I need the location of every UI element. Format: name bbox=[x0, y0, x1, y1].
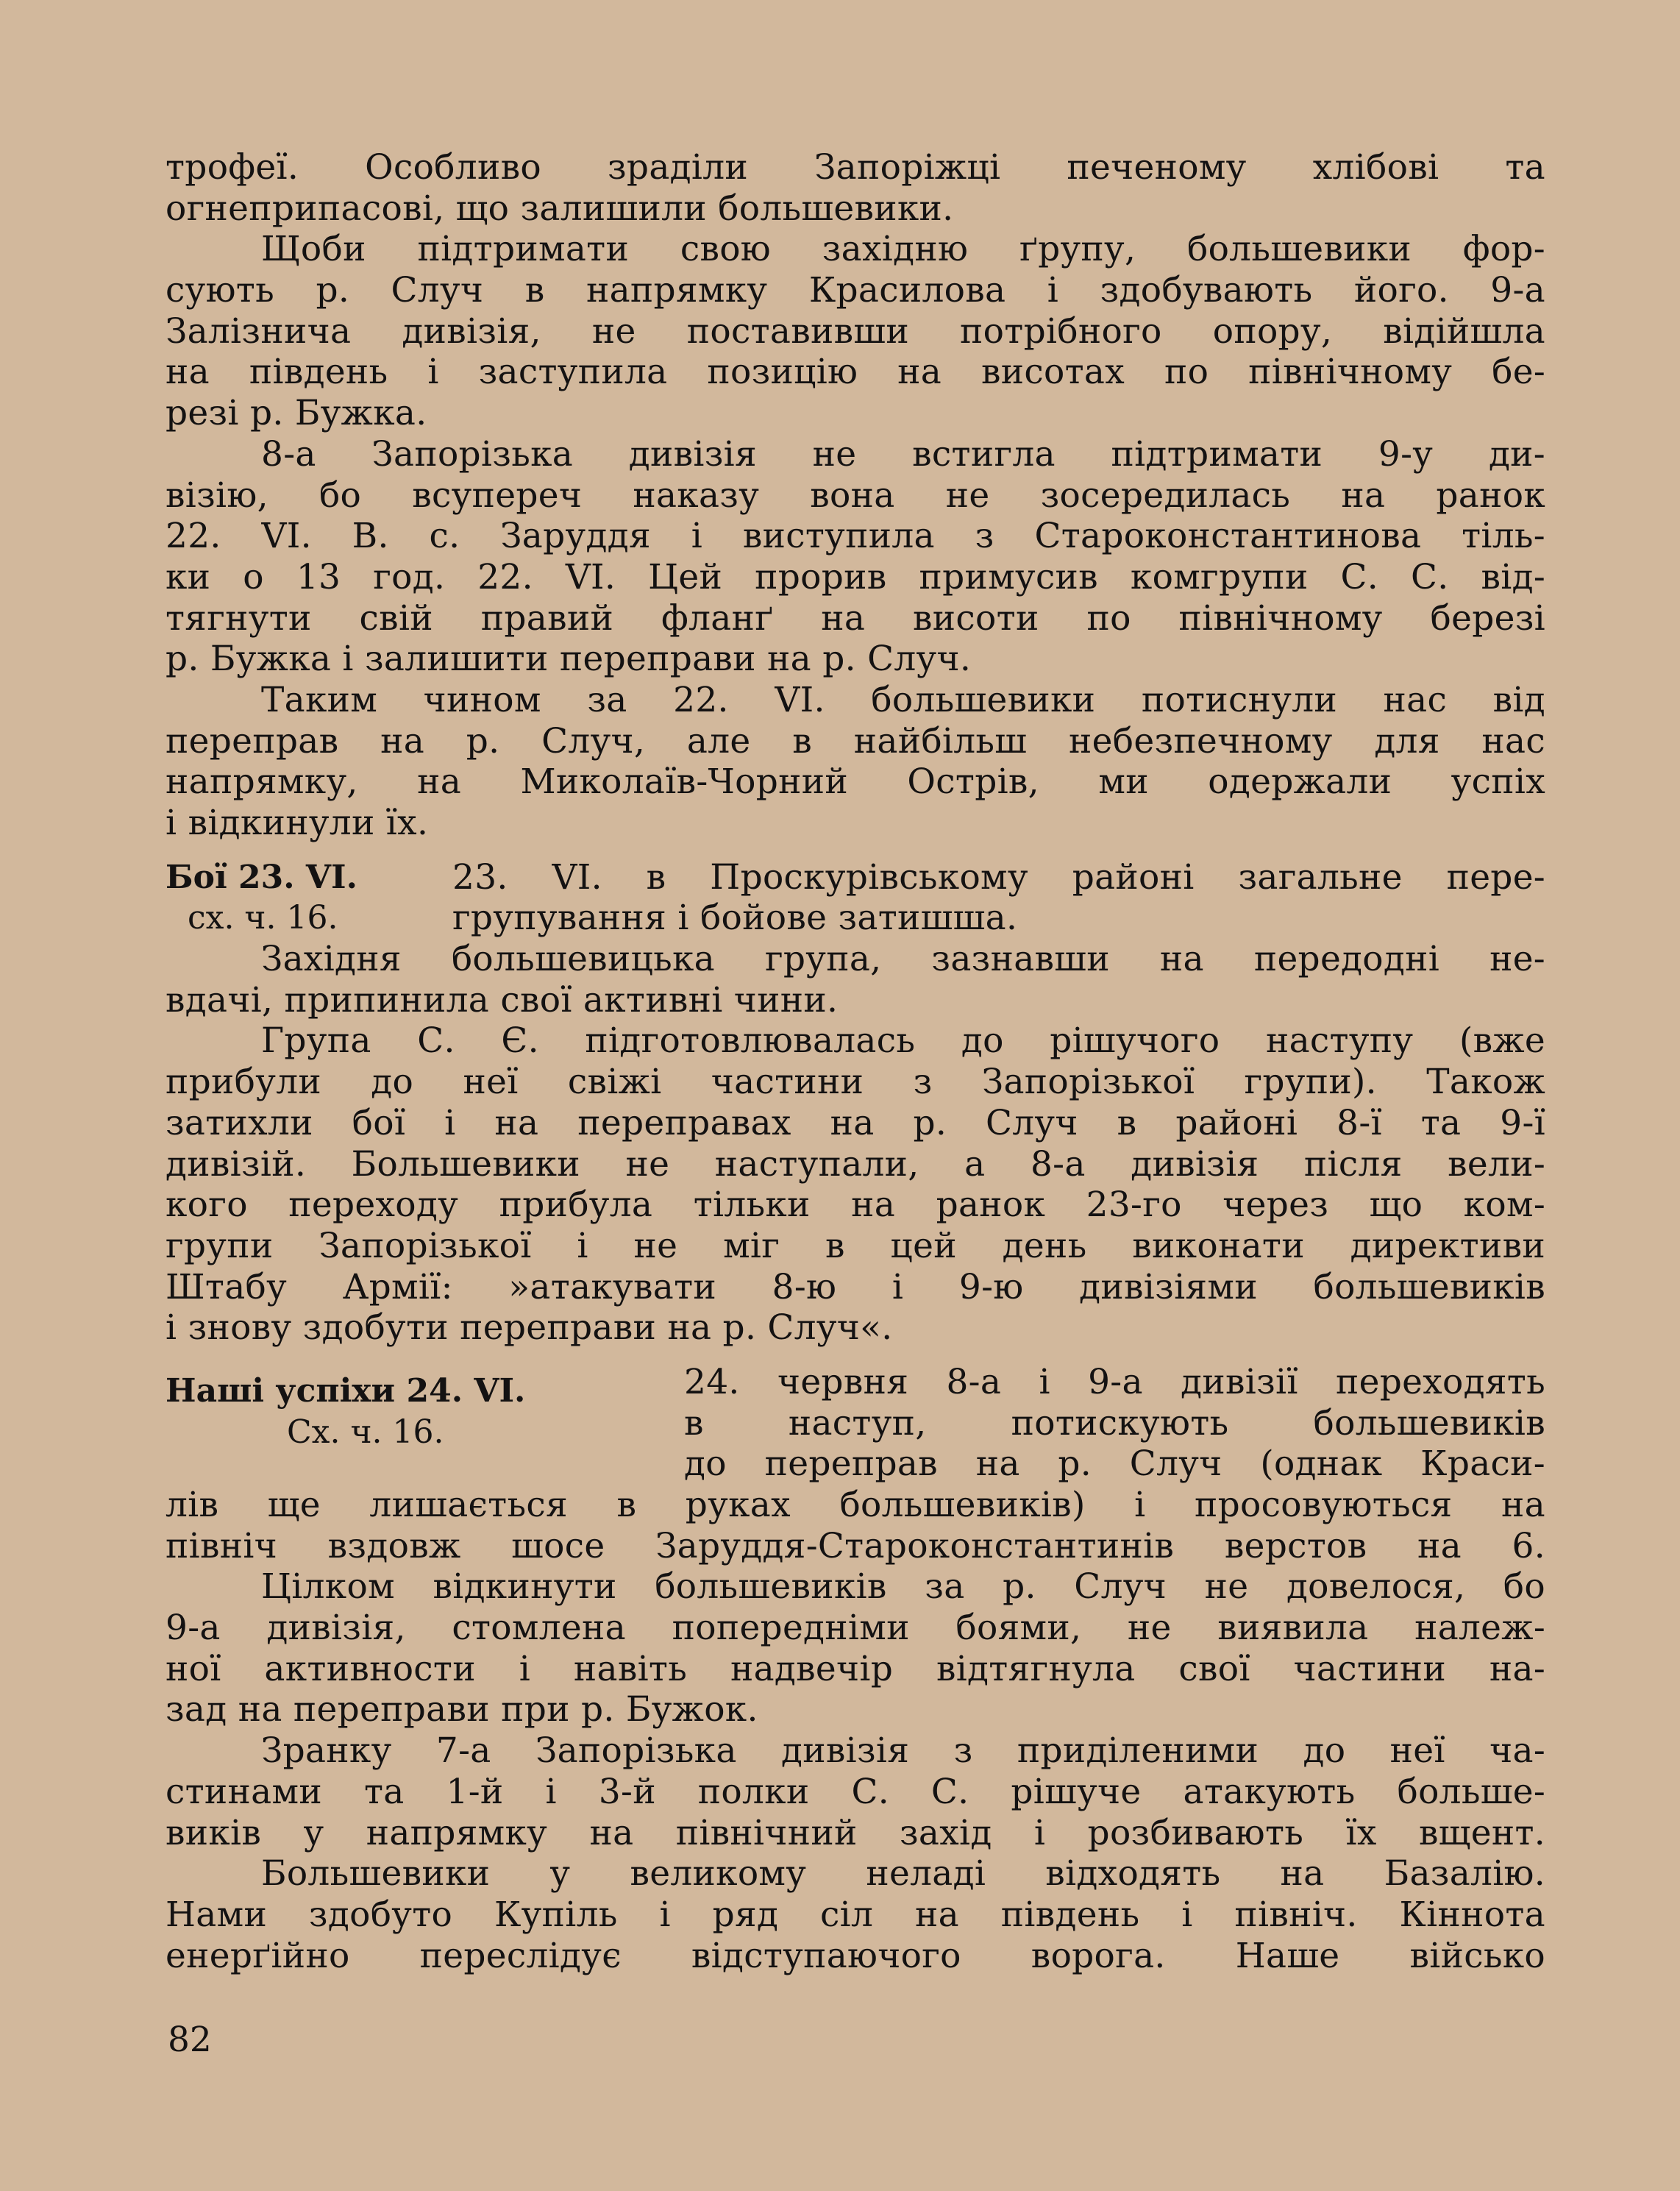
text-line: Большевики у великому неладі відходять на Базалію. bbox=[261, 1853, 1545, 1895]
text-line: ної активности і навіть надвечір відтягнула свої частини на- bbox=[165, 1648, 1545, 1689]
text-line: виків у напрямку на північний захід і розбивають їх вщент. bbox=[165, 1812, 1545, 1853]
paragraph-10 bbox=[165, 1853, 1545, 1976]
text-line: прибули до неї свіжі частини з Запорізької групи). Також bbox=[165, 1062, 1545, 1103]
text-line: сують р. Случ в напрямку Красилова і здобувають його. 9-а bbox=[165, 270, 1545, 311]
text-line: резі р. Бужка. bbox=[165, 393, 427, 434]
text-line: напрямку, на Миколаїв-Чорний Острів, ми одержали успіх bbox=[165, 761, 1545, 803]
text-line: Західня большевицька група, зазнавши на передодні не- bbox=[261, 939, 1545, 980]
text-line: зад на переправи при р. Бужок. bbox=[165, 1689, 758, 1730]
text-line: і відкинули їх. bbox=[165, 803, 429, 843]
text-line: Цілком відкинути большевиків за р. Случ не довелося, бо bbox=[261, 1566, 1545, 1608]
text-line: Нами здобуто Купіль і ряд сіл на південь і північ. Кіннота bbox=[165, 1894, 1545, 1935]
page-body bbox=[165, 147, 1545, 1976]
paragraph-5 bbox=[165, 939, 1545, 1020]
text-line: огнеприпасові, що залишили большевики. bbox=[165, 188, 954, 229]
text-line: групи Запорізької і не міг в цей день виконати директиви bbox=[165, 1225, 1545, 1266]
text-line: 9-а дивізія, стомлена попередніми боями, не виявила належ- bbox=[165, 1608, 1545, 1649]
text-line: трофеї. Особливо зраділи Запоріжці печеному хлібові та bbox=[165, 147, 1545, 188]
text-line: 8-а Запорізька дивізія не встигла підтримати 9-у ди- bbox=[261, 433, 1545, 475]
text-line: 23. VI. в Проскурівському районі загальне пере- bbox=[452, 856, 1545, 898]
paragraph-2 bbox=[165, 229, 1545, 433]
text-line: стинами та 1-й і 3-й полки С. С. рішуче атакують больше- bbox=[165, 1771, 1545, 1812]
text-line: 22. VI. В. с. Заруддя і виступила з Староконстантинова тіль- bbox=[165, 516, 1545, 557]
side-heading-title: Наші успіхи 24. VI. bbox=[165, 1371, 526, 1410]
paragraph-7 bbox=[165, 1485, 1545, 1566]
text-line: північ вздовж шосе Заруддя-Староконстантинів верстов на 6. bbox=[165, 1525, 1545, 1566]
text-line: 24. червня 8-а і 9-а дивізії переходять bbox=[684, 1361, 1545, 1402]
section-successes-24 bbox=[165, 1362, 1545, 1485]
text-line: Група С. Є. підготовлювалась до рішучого наступу (вже bbox=[261, 1020, 1545, 1062]
text-line: дивізій. Большевики не наступали, а 8-а дивізія після вели- bbox=[165, 1143, 1545, 1185]
side-heading-title: Бої 23. VI. bbox=[165, 858, 357, 896]
paragraph-4 bbox=[165, 680, 1545, 844]
text-line: на південь і заступила позицію на висотах по північному бе- bbox=[165, 352, 1545, 393]
text-line: тягнути свій правий фланґ на висоти по північному березі bbox=[165, 597, 1545, 639]
paragraph-6 bbox=[165, 1020, 1545, 1349]
page-number: 82 bbox=[168, 2020, 212, 2060]
text-line: Штабу Армії: »атакувати 8-ю і 9-ю дивізіями большевиків bbox=[165, 1266, 1545, 1307]
paragraph-3 bbox=[165, 434, 1545, 680]
text-line: лів ще лишається в руках большевиків) і просовуються на bbox=[165, 1485, 1545, 1525]
section-battles-23 bbox=[165, 857, 1545, 939]
side-heading bbox=[165, 1362, 680, 1452]
paragraph-9 bbox=[165, 1730, 1545, 1853]
text-line: енерґійно переслідує відступаючого ворога. Наше військо bbox=[165, 1935, 1545, 1976]
paragraph-8 bbox=[165, 1566, 1545, 1730]
text-line: до переправ на р. Случ (однак Краси- bbox=[684, 1443, 1545, 1485]
text-line: візію, бо всупереч наказу вона не зосередилась на ранок bbox=[165, 475, 1545, 516]
text-line: і знову здобути переправи на р. Случ«. bbox=[165, 1307, 893, 1349]
side-heading-ref: Сх. ч. 16. bbox=[287, 1413, 444, 1451]
text-line: затихли бої і на переправах на р. Случ в районі 8-ї та 9-ї bbox=[165, 1102, 1545, 1143]
side-heading-ref: сх. ч. 16. bbox=[188, 899, 338, 937]
text-line: кого переходу прибула тільки на ранок 23-го через що ком- bbox=[165, 1185, 1545, 1226]
paragraph-1 bbox=[165, 147, 1545, 229]
text-line: групування і бойове затишша. bbox=[452, 898, 1018, 939]
text-line: Зранку 7-а Запорізька дивізія з приділеними до неї ча- bbox=[261, 1730, 1545, 1772]
text-line: Залізнича дивізія, не поставивши потрібного опору, відійшла bbox=[165, 310, 1545, 352]
text-line: Щоби підтримати свою західню ґрупу, большевики фор- bbox=[261, 229, 1545, 270]
text-line: вдачі, припинила свої активні чини. bbox=[165, 979, 839, 1020]
text-line: в наступ, потискують большевиків bbox=[684, 1402, 1545, 1443]
text-line: р. Бужка і залишити переправи на р. Случ. bbox=[165, 639, 972, 680]
text-line: ки о 13 год. 22. VI. Цей прорив примусив комгрупи С. С. від- bbox=[165, 556, 1545, 597]
text-line: переправ на р. Случ, але в найбільш небезпечному для нас bbox=[165, 720, 1545, 761]
text-line: Таким чином за 22. VI. большевики потиснули нас від bbox=[261, 679, 1545, 720]
side-heading bbox=[165, 857, 445, 939]
